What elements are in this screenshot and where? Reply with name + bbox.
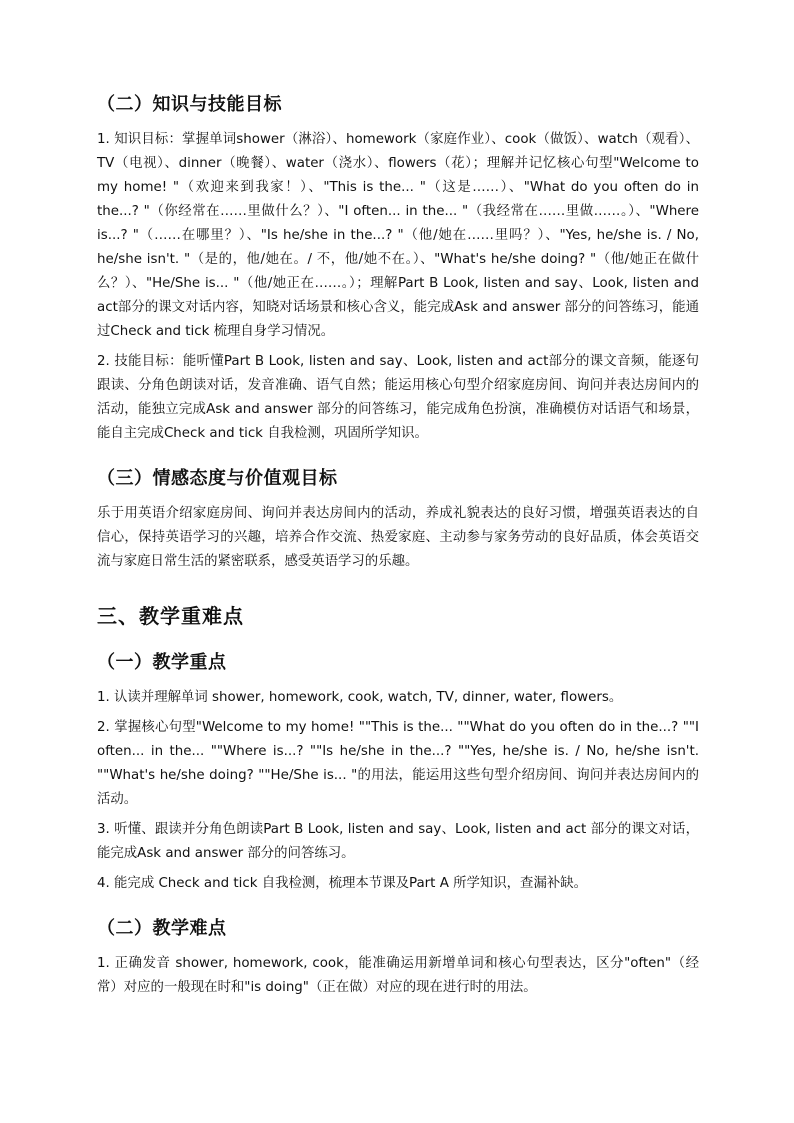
section-heading-key-points: （一）教学重点 — [97, 652, 227, 673]
paragraph-attitude-goal: 乐于用英语介绍家庭房间、询问并表达房间内的活动，养成礼貌表达的良好习惯，增强英语表达的自信心，保持英语学习的兴趣，培养合作交流、热爱家庭、主动参与家务劳动的良好品质，体会英语交流与家庭日常生活的紧密联系，感受英语学习的乐趣。 — [97, 506, 699, 569]
section-heading-knowledge-skill: （二）知识与技能目标 — [97, 94, 282, 115]
key-point-item-1: 1. 认读并理解单词 shower, homework, cook, watch, TV, dinner, water, flowers。 — [97, 690, 623, 705]
key-point-item-2: 2. 掌握核心句型"Welcome to my home! ""This is the... ""What do you often do in the...? ""I often... in the... ""Where is...? ""Is he/she in the...? ""Yes, he/she is. / No, he/she isn't. ""What's he/she doing? ""He/She is... "的用法，能运用这些句型介绍房间、询问并表达房间内的活动。 — [97, 720, 699, 807]
paragraph-skill-goal: 2. 技能目标：能听懂Part B Look, listen and say、Look, listen and act部分的课文音频，能逐句跟读、分角色朗读对话，发音准确、语气自然；能运用核心句型介绍家庭房间、询问并表达房间内的活动，能独立完成Ask and answer 部分的问答练习，能完成角色扮演，准确模仿对话语气和场景，能自主完成Check and tick 自我检测，巩固所学知识。 — [97, 354, 699, 441]
difficult-point-item-1: 1. 正确发音 shower, homework, cook，能准确运用新增单词和核心句型表达，区分"often"（经常）对应的一般现在时和"is doing"（正在做）对应的现在进行时的用法。 — [97, 956, 699, 995]
section-heading-difficult-points: （二）教学难点 — [97, 918, 227, 939]
section-heading-attitude: （三）情感态度与价值观目标 — [97, 468, 338, 489]
paragraph-knowledge-goal: 1. 知识目标：掌握单词shower（淋浴）、homework（家庭作业）、cook（做饭）、watch（观看）、TV（电视）、dinner（晚餐）、water（浇水）、flowers（花）；理解并记忆核心句型"Welcome to my home! "（欢迎来到我家！）、"This is the... "（这是……）、"What do you often do in the...? "（你经常在……里做什么？）、"I often... in the... "（我经常在……里做……。）、"Where is...? "（……在哪里？）、"Is he/she in the...? "（他/她在……里吗？）、"Yes, he/she is. / No, he/she isn't. "（是的，他/她在。/ 不，他/她不在。）、"What's he/she doing? "（他/她正在做什么？）、"He/She is... "（他/她正在……。）；理解Part B Look, listen and say、Look, listen and act部分的课文对话内容，知晓对话场景和核心含义，能完成Ask and answer 部分的问答练习，能通过Check and tick 梳理自身学习情况。 — [97, 132, 699, 339]
key-point-item-4: 4. 能完成 Check and tick 自我检测，梳理本节课及Part A 所学知识，查漏补缺。 — [97, 876, 588, 891]
chapter-heading-key-difficult: 三、教学重难点 — [97, 604, 244, 628]
key-point-item-3: 3. 听懂、跟读并分角色朗读Part B Look, listen and say、Look, listen and act 部分的课文对话，能完成Ask and answer 部分的问答练习。 — [97, 822, 699, 861]
